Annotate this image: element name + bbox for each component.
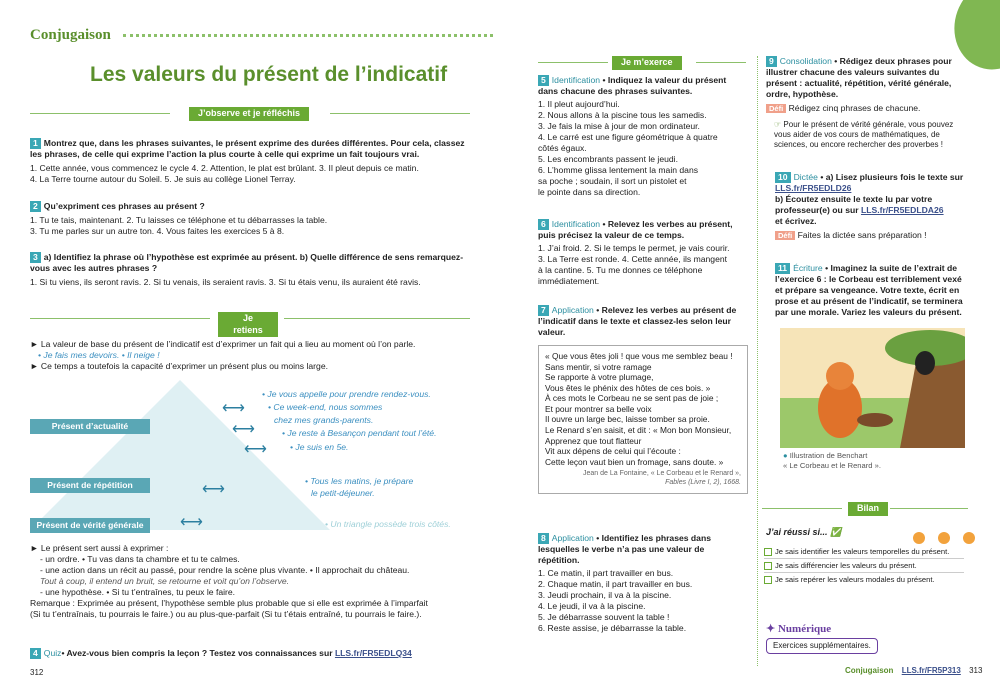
exercise-2 <box>30 201 470 237</box>
quiz-link[interactable]: LLS.fr/FR5EDLQ34 <box>334 648 412 658</box>
bilan-item-text: Je sais différencier les valeurs du présent. <box>775 561 917 571</box>
exercise-line: 5. Je débarrasse souvent la table ! <box>538 612 670 622</box>
divider <box>30 318 210 319</box>
poem-line: Vit aux dépens de celui qui l’écoute : <box>545 446 681 457</box>
rule-recit: - une action dans un récit au passé, pour rendre la scène plus vivante. • Il approchait du château. <box>40 565 410 575</box>
info-icon: ● <box>783 451 788 460</box>
rules-block <box>30 339 470 372</box>
rule-text: La valeur de base du présent de l’indicatif est d’exprimer un fait qui a lieu au moment où l’on parle. <box>40 339 416 349</box>
divider <box>330 113 470 114</box>
footer <box>845 666 982 676</box>
arrow-icon: ⟷ <box>202 481 225 498</box>
exercise-number: 2 <box>30 201 41 212</box>
sparkle-icon: ✦ <box>766 623 776 635</box>
happy-face-icon <box>913 532 925 544</box>
exercise-category: Application <box>551 305 594 315</box>
bilan-item <box>764 559 964 573</box>
poem-line: Il ouvre un large bec, laisse tomber sa proie. <box>545 414 710 425</box>
numerique-title <box>766 622 831 636</box>
arrow-icon: ⟷ <box>232 421 255 438</box>
divider <box>284 318 470 319</box>
exercise-line: immédiatement. <box>538 276 600 286</box>
pyramid-example: • Tous les matins, je prépare <box>305 476 414 486</box>
bilan-item <box>764 545 964 559</box>
rule-text: Le présent sert aussi à exprimer : <box>40 543 169 553</box>
exercise-line: 1. Ce matin, il part travailler en bus. <box>538 568 674 578</box>
exerce-tag: Je m’exerce <box>612 56 682 70</box>
label-verite-generale: Présent de vérité générale <box>30 518 150 533</box>
retiens-tag: Je retiens <box>218 312 278 337</box>
arrow-icon: ⟷ <box>222 400 245 417</box>
exercise-number: 4 <box>30 648 41 659</box>
observe-tag: J’observe et je réfléchis <box>189 107 309 121</box>
pyramid-example: chez mes grands-parents. <box>274 415 374 425</box>
poem-line: Cette leçon vaut bien un fromage, sans doute. » <box>545 456 724 467</box>
divider <box>538 62 608 63</box>
divider <box>696 62 746 63</box>
defi-badge: Défi <box>775 231 795 240</box>
exercise-category: Application <box>551 533 594 543</box>
pyramid-example: • Je reste à Besançon pendant tout l’été. <box>282 428 437 438</box>
defi-text: Faites la dictée sans préparation ! <box>797 230 927 240</box>
exercise-10 <box>775 172 965 241</box>
right-page <box>500 0 1000 695</box>
exercise-6 <box>538 219 748 287</box>
rules-block-2 <box>30 543 470 620</box>
poem-line: À ces mots le Corbeau ne se sent pas de joie ; <box>545 393 719 404</box>
exercise-number: 5 <box>538 75 549 86</box>
exercise-instruction: et écrivez. <box>775 216 817 226</box>
hint-box <box>766 120 966 151</box>
exercise-line: 1. Cette année, vous commencez le cycle 4. 2. Attention, le plat est brûlant. 3. Il pleut depuis ce matin. <box>30 163 419 173</box>
bilan-item <box>764 573 964 586</box>
exercise-instruction: • Relevez les verbes au présent de l’indicatif dans le texte et classez-les selon leur valeur. <box>538 305 737 337</box>
exercise-instruction: • a) Lisez plusieurs fois le texte sur <box>820 172 964 182</box>
page-number: 313 <box>969 666 983 675</box>
label-present-repetition: Présent de répétition <box>30 478 150 493</box>
poem-line: Se rapporte à votre plumage, <box>545 372 654 383</box>
exercise-line: 3. Jeudi prochain, il va à la piscine. <box>538 590 672 600</box>
exercise-instruction: Qu’expriment ces phrases au présent ? <box>43 201 205 211</box>
page-number: 312 <box>30 668 44 677</box>
exercise-instruction: • Identifiez les phrases dans lesquelles le verbe n’a pas une valeur de répétition. <box>538 533 711 565</box>
poem-line: Et pour montrer sa belle voix <box>545 403 652 414</box>
exercise-line: 6. Reste assise, je débarrasse la table. <box>538 623 687 633</box>
hint-text: Pour le présent de vérité générale, vous pouvez vous aider de vos cours de mathématiques, de sciences, ou encore rechercher des proverbes ! <box>774 120 954 150</box>
defi-badge: Défi <box>766 104 786 113</box>
exercise-number: 7 <box>538 305 549 316</box>
sad-face-icon <box>963 532 975 544</box>
exercise-line: sa poche ; soudain, il sort un pistolet et <box>538 176 687 186</box>
bilan-item-text: Je sais identifier les valeurs temporelles du présent. <box>775 547 950 556</box>
pyramid-example: le petit-déjeuner. <box>311 488 375 498</box>
remarque-cont: (Si tu t’entraînais, tu pourrais le faire.) ou au plus-que-parfait (Si tu t’étais entraîné, tu pourrais le faire.). <box>30 609 422 619</box>
exercise-9 <box>766 56 966 151</box>
exercise-3 <box>30 252 470 288</box>
exercise-number: 9 <box>766 56 777 67</box>
extra-exercises-button[interactable]: Exercices supplémentaires. <box>766 638 878 654</box>
column-divider <box>757 56 758 666</box>
exercise-number: 6 <box>538 219 549 230</box>
header-dots <box>123 34 493 37</box>
footer-label: Conjugaison <box>845 666 894 675</box>
exercise-line: 4. La Terre tourne autour du Soleil. 5. Je suis au collège Lionel Terray. <box>30 174 296 184</box>
pyramid-example: • Un triangle possède trois côtés. <box>325 519 451 529</box>
quiz-text: • Avez-vous bien compris la leçon ? Testez vos connaissances sur <box>61 648 335 658</box>
poem-box <box>538 345 748 494</box>
bilan-list <box>764 545 964 586</box>
rule-3: ► Le présent sert aussi à exprimer : <box>30 543 169 553</box>
arrow-icon: ⟷ <box>180 514 203 531</box>
rule-order: - un ordre. • Tu vas dans ta chambre et tu te calmes. <box>40 554 240 564</box>
bilan-title <box>766 527 841 539</box>
lightbulb-icon: ☞ <box>774 120 782 129</box>
exercise-category: Écriture <box>793 263 823 273</box>
exerce-tag-wrap <box>612 56 682 70</box>
quiz-line <box>30 648 470 659</box>
poem-line: Le Renard s’en saisit, et dit : « Mon bon Monsieur, <box>545 425 732 436</box>
rule-1-example: • Je fais mes devoirs. • Il neige ! <box>38 350 160 360</box>
checkbox[interactable] <box>764 562 772 570</box>
exercise-line: 1. J’ai froid. 2. Si le temps le permet, je vais courir. <box>538 243 730 253</box>
numerique-label: Numérique <box>777 623 832 635</box>
exercise-line: 6. L’homme glissa lentement la main dans <box>538 165 699 175</box>
divider <box>30 113 170 114</box>
exercise-instruction: • Imaginez la suite de l’extrait de l’exercice 6 : le Corbeau est terriblement vexé et prépare sa vengeance. Votre texte, écrit en prose et au présent de l’indicatif, se terminera par une morale. Variez les valeurs du présent. <box>775 263 963 317</box>
bilan-tag-wrap <box>848 502 888 516</box>
exercise-line: 5. Les encombrants passent le jeudi. <box>538 154 678 164</box>
exercise-7 <box>538 305 748 338</box>
observe-tag-wrap <box>184 107 314 121</box>
exercise-1 <box>30 138 470 185</box>
pyramid-example: • Je suis en 5e. <box>290 442 349 452</box>
exercise-line: à la cantine. 5. Tu me donnes ce téléphone <box>538 265 703 275</box>
exercise-number: 11 <box>775 263 790 274</box>
poem-line: Apprenez que tout flatteur <box>545 435 642 446</box>
fable-illustration <box>780 328 965 448</box>
exercise-category: Identification <box>551 219 601 229</box>
exercise-number: 1 <box>30 138 41 149</box>
divider <box>762 508 842 509</box>
exercise-number: 3 <box>30 252 41 263</box>
caption-line: « Le Corbeau et le Renard ». <box>783 460 881 470</box>
exercise-line: 4. Le carré est une figure géométrique à quatre <box>538 132 718 142</box>
rule-2: ► Ce temps a toutefois la capacité d’exprimer un présent plus ou moins large. <box>30 361 328 371</box>
rule-1: ► La valeur de base du présent de l’indicatif est d’exprimer un fait qui a lieu au moment où l’on parle. <box>30 339 416 349</box>
exercise-line: 3. La Terre est ronde. 4. Cette année, ils mangent <box>538 254 728 264</box>
exercise-5 <box>538 75 748 198</box>
exercise-line: le pointe dans sa direction. <box>538 187 641 197</box>
poem-source: Fables (Livre I, 2), 1668. <box>665 479 741 487</box>
exercise-category: Consolidation <box>779 56 832 66</box>
poem-line: Sans mentir, si votre ramage <box>545 361 652 372</box>
exercise-line: 3. Tu me parles sur un autre ton. 4. Vous faites les exercices 5 à 8. <box>30 226 285 236</box>
quiz-label: Quiz <box>43 648 62 658</box>
dictee-link[interactable]: LLS.fr/FR5EDLD26 <box>775 183 852 193</box>
pyramid-example: • Ce week-end, nous sommes <box>268 402 383 412</box>
exercise-number: 8 <box>538 533 549 544</box>
exercise-line: côtés égaux. <box>538 143 587 153</box>
exercise-instruction: • Relevez les verbes au présent, puis précisez la valeur de ce temps. <box>538 219 733 240</box>
exercise-instruction: a) Identifiez la phrase où l’hypothèse est exprimée au présent. b) Quelle différence de sens remarquez-vous avec les autres phrases ? <box>30 252 464 273</box>
exercise-line: 3. Je fais la mise à jour de mon ordinateur. <box>538 121 700 131</box>
section-header: Conjugaison <box>30 27 111 43</box>
defi-text: Rédigez cinq phrases de chacune. <box>788 103 921 113</box>
rule-hypothese: - une hypothèse. • Si tu t’entraînes, tu peux le faire. <box>40 587 236 597</box>
exercise-category: Dictée <box>793 172 818 182</box>
page-title: Les valeurs du présent de l’indicatif <box>90 63 448 86</box>
checkbox[interactable] <box>764 548 772 556</box>
exercise-8 <box>538 533 748 634</box>
retiens-tag-wrap <box>218 312 278 337</box>
exercise-instruction: b) Écoutez ensuite le texte lu par votre professeur(e) ou sur <box>775 194 933 215</box>
poem-source: Jean de La Fontaine, « Le Corbeau et le Renard », <box>583 470 741 478</box>
exercise-category: Identification <box>551 75 601 85</box>
bilan-item-text: Je sais repérer les valeurs modales du présent. <box>775 575 935 585</box>
pyramid-example: • Je vous appelle pour prendre rendez-vous. <box>262 389 431 399</box>
divider <box>890 508 968 509</box>
footer-link[interactable]: LLS.fr/FR5P313 <box>901 666 961 675</box>
clipboard-check-icon: ✅ <box>830 527 842 537</box>
exercise-line: 2. Nous allons à la piscine tous les samedis. <box>538 110 707 120</box>
exercise-instruction: • Indiquez la valeur du présent dans chacune des phrases suivantes. <box>538 75 727 96</box>
rule-text: Ce temps a toutefois la capacité d’exprimer un présent plus ou moins large. <box>40 361 328 371</box>
exercise-number: 10 <box>775 172 791 183</box>
bilan-title-text: J’ai réussi si... <box>766 527 828 537</box>
label-present-actualite: Présent d’actualité <box>30 419 150 434</box>
exercise-line: 2. Chaque matin, il part travailler en bus. <box>538 579 693 589</box>
poem-line: « Que vous êtes joli ! que vous me semblez beau ! <box>545 351 733 361</box>
caption-line: Illustration de Benchart <box>789 451 868 460</box>
arrow-icon: ⟷ <box>244 441 267 458</box>
exercise-line: 1. Il pleut aujourd’hui. <box>538 99 620 109</box>
rule-recit-example: Tout à coup, il entend un bruit, se retourne et voit qu’on l’observe. <box>40 576 290 586</box>
exercise-line: 1. Si tu viens, ils seront ravis. 2. Si tu venais, ils seraient ravis. 3. Si tu étais venu, ils auraient été ravis. <box>30 277 421 287</box>
exercise-line: 1. Tu te tais, maintenant. 2. Tu laisses ce téléphone et tu débarrasses la table. <box>30 215 328 225</box>
remarque: Remarque : Exprimée au présent, l’hypothèse semble plus probable que si elle est exprimée à l’imparfait <box>30 598 428 608</box>
exercise-instruction: Montrez que, dans les phrases suivantes, le présent exprime des durées différentes. Pour cela, classez les phrases, de celle qui exprime l’action la plus courte à celle qui exprime un fait toujours vrai. <box>30 138 465 159</box>
exercise-instruction: • Rédigez deux phrases pour illustrer chacune des valeurs suivantes du présent : actualité, répétition, vérité générale, ordre, hypothèse. <box>766 56 952 99</box>
checkbox[interactable] <box>764 576 772 584</box>
poem-line: Vous êtes le phénix des hôtes de ces bois. » <box>545 382 711 393</box>
illustration-caption <box>783 451 881 470</box>
bilan-tag: Bilan <box>848 502 888 516</box>
dictee-audio-link[interactable]: LLS.fr/FR5EDLDA26 <box>860 205 944 215</box>
exercise-line: 4. Le jeudi, il va à la piscine. <box>538 601 646 611</box>
neutral-face-icon <box>938 532 950 544</box>
exercise-11 <box>775 263 965 318</box>
